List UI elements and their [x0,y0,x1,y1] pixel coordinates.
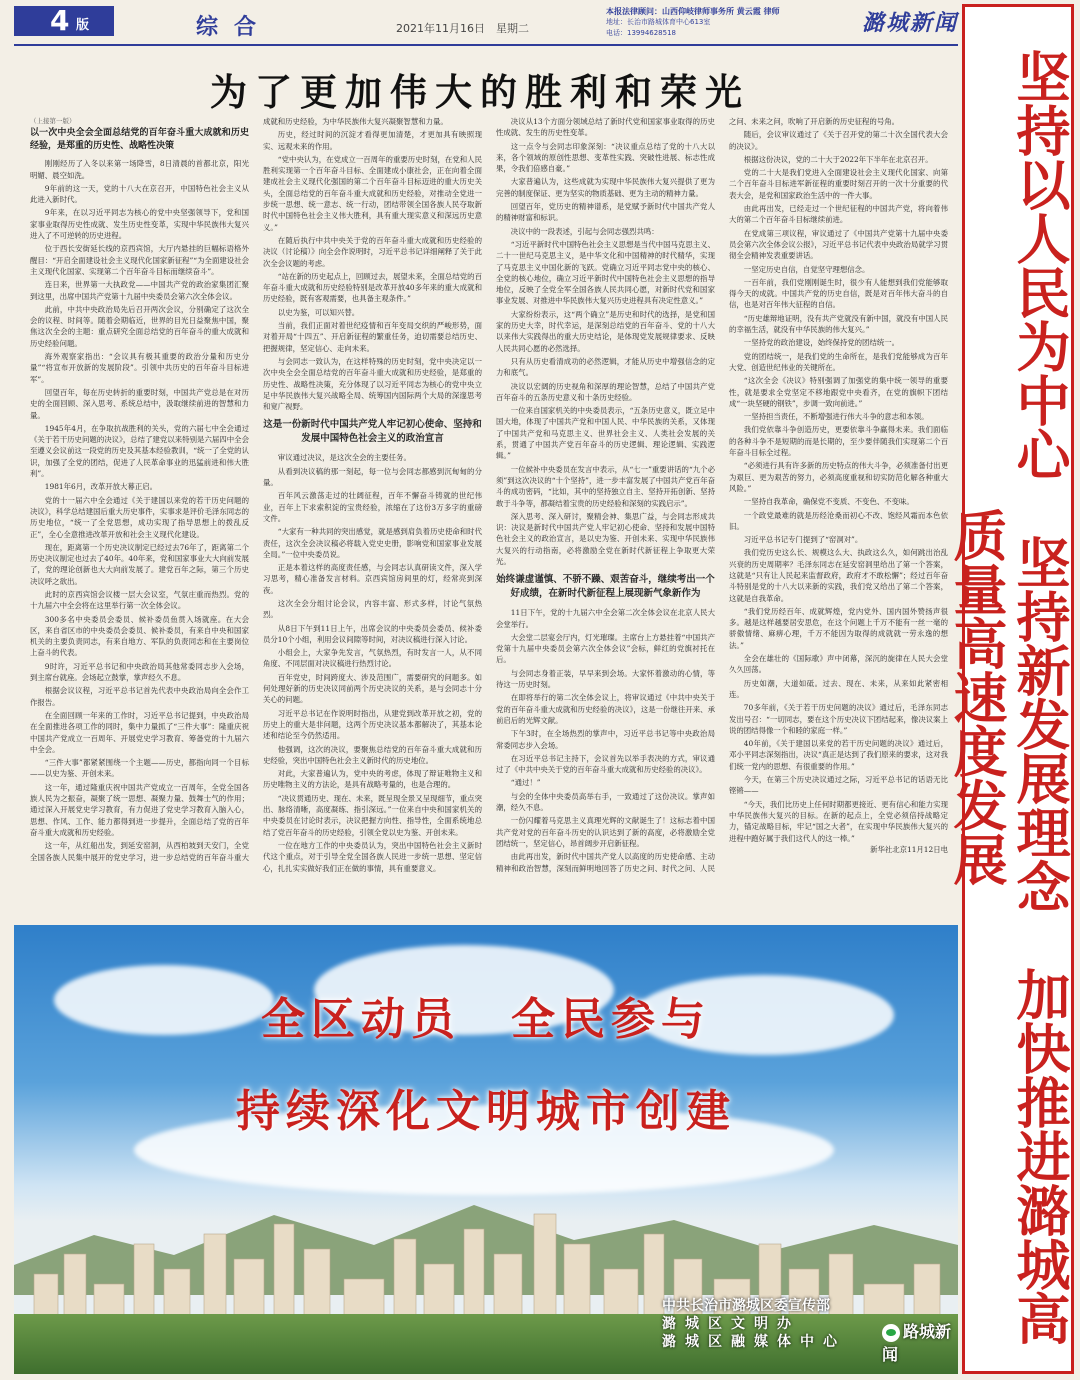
page-number-badge [14,6,114,36]
article-paragraph: 全会在雄壮的《国际歌》声中闭幕，深沉的旋律在人民大会堂久久回荡。 [729,654,948,675]
article-paragraph: 1981年6月，改革开放大幕正启。 [44,482,157,492]
vertical-slogan: 坚持以人民为中心 坚持新发展理念 加快推进潞城高质量高速度发展 [945,49,1071,1345]
article-paragraph: 他强调，这次的决议，要聚焦总结党的百年奋斗重大成就和历史经验，突出中国特色社会主义新时代的历史地位。 [263,744,482,765]
article-paragraph: “必须进行具有许多新的历史特点的伟大斗争，必须准备付出更为艰巨、更为艰苦的努力，必须高度重视和切实防范化解各种重大风险。” [729,461,948,493]
article-paragraph: 百年党史，时间跨度大、涉及范围广，需要研究的问题多。如何处理好新的历史决议同前两个历史决议的关系，是与会同志十分关心的问题。 [263,672,482,705]
article-paragraph: 由此再出发，已经走过一个世纪征程的中国共产党，将向着伟大的第二个百年奋斗目标继续前进。 [729,204,948,225]
page-suffix: 版 [76,18,90,33]
article-paragraph: 随后，会议审议通过了《关于召开党的第二十次全国代表大会的决议》。 [729,130,948,151]
article-paragraph: “通过！” [510,778,541,788]
article-paragraph: 连日来，世界第一大执政党——中国共产党的政治家集团汇聚到这里，出席中国共产党第十九届中央委员会第六次全体会议。 [30,280,249,301]
article-paragraph: 历史，经过时间的沉淀才看得更加清楚，才更加具有映照现实、远观未来的作用。 [263,130,482,151]
article-paragraph: 一位候补中央委员在发言中表示，从“七一”重要讲话的“九个必须”到这次决议的“十个坚持”，进一步丰富发展了中国共产党百年奋斗的成功密码，“比如，其中的坚持独立自主、坚持开拓创新、坚持敢于斗争等，都凝结着宝贵的历史经验和深刻的实践启示”。 [496,464,715,508]
article-paragraph: 历史如潮，大道如砥。过去、现在、未来，从来如此紧密相连。 [729,678,948,699]
header-divider [14,44,958,46]
article-paragraph: 当前，我们正面对着世纪疫情和百年变局交织的严峻形势，面对着开局“十四五”、开启新征程的繁重任务，迫切需要总结历史、把握规律，坚定信心、走向未来。 [263,321,482,353]
article-paragraph: “大家有一种共同的突出感觉，就是感到肩负着历史使命和时代责任，这次全会决议稿必将载入党史史册，影响党和国家事业发展全局。”一位中央委员说。 [263,527,482,559]
article-paragraph: 在党成第三项议程，审议通过了《中国共产党第十九届中央委员会第六次全体会议公报》，习近平总书记代表中央政治局就学习贯彻全会精神发表重要讲话。 [729,228,948,261]
article-paragraph: 一坚持担当责任，不断增强进行伟大斗争的意志和本领。 [743,412,929,422]
article-paragraph: 一个政党最难的就是历经沧桑而初心不改、饱经风霜而本色依旧。 [729,510,948,531]
article-paragraph: 70多年前，《关于若干历史问题的决议》通过后，毛泽东同志发出号召：“一切同志，要在这个历史决议下团结起来，像决议案上说的团结得像一个和睦的家庭一样。” [729,703,948,735]
sponsor-propaganda-dept: 中共长治市潞城区委宣传部 [662,1298,830,1314]
article-paragraph: 在随后执行中共中央关于党的百年奋斗重大成就和历史经验的决议（讨论稿）》向全会作说明时，习近平总书记详细阐释了关于此次全会议题的考虑。 [263,235,482,268]
article-paragraph: 决议以宏阔的历史视角和深厚的理论智慧，总结了中国共产党百年奋斗的五条历史意义和十条历史经验。 [496,381,715,402]
article-paragraph: 9年来，在以习近平同志为核心的党中央坚强领导下，党和国家事业取得历史性成就、发生历史性变革，实现中华民族伟大复兴进入了不可逆转的历史进程。 [30,208,249,241]
article-paragraph: 党的团结统一，是我们党的生命所在，是我们党能够成为百年大党、创造世纪伟业的关键所在。 [729,351,948,372]
article-subhead-2: 始终谦虚谨慎、不骄不躁、艰苦奋斗，继续考出一个好成绩，在新时代新征程上展现新气象新作为 [496,574,715,600]
article-paragraph: 决议中的一段表述，引起与会同志强烈共鸣： [510,226,659,236]
sponsor-media-center: 潞城区融媒体中心 [662,1334,846,1350]
article-byline: 新华社北京11月12日电 [870,844,948,854]
article-headline: 为了更加伟大的胜利和荣光 [210,71,750,114]
article-body [30,116,948,916]
article-paragraph: 此前，中共中央政治局先后召开两次会议，分别确定了这次全会的议程、时间等。随着会期临近，世界的目光日益聚焦中国，聚焦这次全会的主题：重点研究全面总结党的百年奋斗的重大成就和历史经验问题。 [30,304,249,348]
sponsor-civilization-office: 潞城区文明办 [662,1316,800,1332]
article-paragraph: 我们党历史这么长、规模这么大、执政这么久，如何跳出治乱兴衰的历史周期率？毛泽东同志在延安窑洞里给出了第一个答案，这就是“只有让人民起来监督政府，政府才不敢松懈”；经过百年奋斗特别是党的十八大以来新的实践，我们党又给出了第二个答案，这就是自我革命。 [729,548,948,603]
article-paragraph: 从看到决议稿的那一刻起，每一位与会同志都感到沉甸甸的分量。 [263,466,482,488]
article-paragraph: 一份闪耀着马克思主义真理光辉的文献诞生了！这标志着中国共产党对党的百年奋斗历史的认识达到了新的高度，必将激励全党团结统一，坚定信心，昂首阔步开启新征程。 [496,816,715,848]
ad-slogan-line-2: 持续深化文明城市创建 [236,1086,736,1137]
article-paragraph: 小组会上，大家争先发言，气氛热烈，有时发言一人，从不同角度、不同层面对决议稿进行热烈讨论。 [263,648,482,669]
article-paragraph: “历史雄辩地证明，没有共产党就没有新中国，就没有中国人民的幸福生活，就没有中华民族的伟大复兴。” [729,313,948,335]
section-title: 综合 [196,14,273,40]
article-paragraph: 下午3时，在全场热烈的掌声中，习近平总书记等中央政治局常委同志步入会场。 [496,729,715,750]
article-paragraph: 大家普遍认为，这些成就为实现中华民族伟大复兴提供了更为完善的制度保证、更为坚实的物质基础、更为主动的精神力量。 [496,177,715,198]
legal-advisor-address: 地址：长治市路城体育中心613室 [606,18,711,26]
article-paragraph: “三件大事”都紧紧围绕一个主题——历史，都指向同一个目标——以史为鉴、开创未来。 [30,758,249,779]
article-paragraph: 40年前，《关于建国以来党的若干历史问题的决议》通过后，邓小平同志深刻指出，决议“真正是达到了我们原来的要求，这对我们统一党内的思想、有很重要的作用。” [729,739,948,771]
article-paragraph: 我们党依靠斗争创造历史，更要依靠斗争赢得未来。我们面临的各种斗争不是短期的而是长期的，至少要伴随我们实现第二个百年奋斗目标全过程。 [729,425,948,458]
article-paragraph: 习近平总书记在作说明时指出，从建党到改革开放之初，党的历史上的重大是非问题，这两个历史决议基本都解决了，其基本论述和结论至今仍然适用。 [263,708,482,741]
article-paragraph: 一坚定历史自信，自觉坚守理想信念。 [743,264,870,274]
article-paragraph: 一坚持自我革命，确保党不变质、不变色、不变味。 [743,497,914,507]
article-paragraph: 300多名中央委员会委员、候补委员鱼贯入场就座。在大会区，来自省区市的中央委员会委员、候补委员，有来自中央和国家机关的主要负责同志，有来自地方、军队的负责同志和在主要岗位上奋斗的代表。 [30,614,249,658]
continued-note: （上接第一版） [30,117,76,125]
article-paragraph: 一位来自国家机关的中央委员表示，“五条历史意义，既立足中国大地，体现了中国共产党和中国人民、中华民族的关系，又体现了中国共产党和马克思主义、世界社会主义、人类社会发展的关系，贯通了中国共产党百年奋斗的历史逻辑、理论逻辑、实践逻辑。” [496,406,715,461]
ad-slogan-line-1: 全区动员 全民参与 [261,994,711,1045]
article-paragraph: 1945年4月，在争取抗战胜利的关头，党的六届七中全会通过《关于若干历史问题的决议》，总结了建党以来特别是六届四中全会至遵义会议前这一段党的历史及其基本经验教训，“统一了全党的认识，加强了全党的团结，促进了人民革命事业的迅猛前进和伟大胜利”。 [30,423,249,479]
article-paragraph: 刚刚经历了入冬以来第一场降雪，8日清晨的首都北京，阳光明媚、晨空如洗。 [30,159,249,180]
article-paragraph: “党中央认为，在党成立一百周年的重要历史时刻，在党和人民胜利实现第一个百年奋斗目标、全面建成小康社会，正在向着全面建成社会主义现代化强国的第二个百年奋斗目标迈进的重大历史关头，全面总结党的百年奋斗重大成就和历史经验，对推动全党进一步统一思想、统一意志、统一行动，团结带领全国各族人民夺取新时代中国特色社会主义伟大胜利，具有重大现实意义和深远历史意义。” [263,154,482,232]
article-paragraph: 百年风云激荡走过的壮阔征程，百年不懈奋斗铸就的世纪伟业，百年上下求索积淀的宝贵经验，浓缩在了这份3万多字的重磅文件。 [263,491,482,523]
article-paragraph: 此时的京西宾馆会议楼一层大会议室，气氛庄重而热烈。党的十九届六中全会将在这里举行第一次全体会议。 [30,589,249,611]
article-paragraph: 9时许，习近平总书记和中央政治局其他常委同志步入会场，到主席台就座。会场起立鼓掌，掌声经久不息。 [30,661,249,683]
article-paragraph: 对此，大家普遍认为，党中央的考虑，体现了辩证唯物主义和历史唯物主义的方法论，是具有战略考量的，也是合理的。 [263,769,482,790]
article-paragraph: 这一年，从红船出发，到延安窑洞，从西柏坡到天安门，全党全国各族人民集中展开的党史学习，进一步总结党的百年奋斗重大成就和历史经验，为中华民族伟大复兴凝聚智慧和力量。 [30,117,448,862]
article-subhead: 这是一份新时代中国共产党人牢记初心使命、坚持和发展中国特色社会主义的政治宣言 [263,419,482,445]
newspaper-name: 潞城新闻 [861,10,958,36]
article-paragraph: 以史为鉴，可以知兴替。 [277,307,360,317]
issue-date: 2021年11月16日 星期二 [396,22,529,35]
article-paragraph: 海外观察家指出：“会议具有极其重要的政治分量和历史分量”“将宣布开放新的发展阶段”。引领中共历史的百年奋斗目标进军”。 [30,352,249,384]
article-paragraph: 这次全会分组讨论会议，内容丰富、形式多样，讨论气氛热烈。 [263,598,482,620]
article-paragraph: 审议通过决议，是这次全会的主要任务。 [277,453,411,463]
article-paragraph: 一百年前，我们党刚刚诞生时，很少有人能想到我们党能够取得今天的成就。中国共产党的历史自信，既是对百年伟大奋斗的自信，也是对百年伟大征程的自信。 [729,277,948,310]
article-lead: 以一次中央全会全面总结党的百年奋斗重大成就和历史经验，是郑重的历史性、战略性决策 [30,128,249,152]
article-paragraph: “习近平新时代中国特色社会主义思想是当代中国马克思主义、二十一世纪马克思主义，是中华文化和中国精神的时代精华，实现了马克思主义中国化新的飞跃。党确立习近平同志党中央的核心、全党的核心地位，确立习近平新时代中国特色社会主义思想的指导地位，反映了全党全军全国各族人民共同心愿，对新时代党和国家事业发展、对推进中华民族伟大复兴历史进程具有决定性意义。” [496,239,715,306]
legal-advisor-box [606,6,816,42]
article-paragraph: 今天，在第三个历史决议通过之际，习近平总书记的话语无比铿锵—— [729,775,948,796]
article-paragraph: 决议从13个方面分领域总结了新时代党和国家事业取得的历史性成就、发生的历史性变革。 [496,117,715,138]
article-paragraph: 大会堂二层宴会厅内，灯光璀璨。主席台上方悬挂着“中国共产党第十九届中央委员会第六次全体会议”会标，鲜红的党旗衬托在后。 [496,632,715,665]
legal-advisor-phone: 电话：13994628518 [606,29,676,37]
page-number: 4 [50,4,70,37]
article-paragraph: “站在新的历史起点上，回顾过去，展望未来，全面总结党的百年奋斗重大成就和历史经验特别是改革开放40多年来的重大成就和历史经验，既有客观需要，也具备主观条件。” [263,271,482,304]
article-paragraph: 根据这份决议，党的二十大于2022年下半年在北京召开。 [743,154,933,164]
article-paragraph: 一坚持党的政治建设，始终保持党的团结统一。 [743,338,900,348]
article-paragraph: 在即将举行的第二次全体会议上，将审议通过《中共中央关于党的百年奋斗重大成就和历史经验的决议》，这是一份继往开来、承前启后的光辉文献。 [496,693,715,725]
article-paragraph: 回望百年，每在历史转折的重要时刻，中国共产党总是在对历史的全面回顾、深入思考、系统总结中，汲取继续前进的智慧和力量。 [30,387,249,420]
article-paragraph: 现在，距离第一个历史决议制定已经过去76年了，距离第二个历史决议制定也过去了40年。40年来，党和国家事业大大向前发展了，党的理论创新也大大向前发展了。建党百年之际，第三个历史决议呼之欲出。 [30,542,249,586]
article-paragraph: 9年前的这一天，党的十八大在京召开，中国特色社会主义从此进入新时代。 [30,183,249,205]
article-paragraph: 正是本着这样的高度责任感，与会同志认真研读文件，深入学习思考，精心准备发言材料。京西宾馆房间里的灯，经常亮到深夜。 [263,563,482,595]
article-paragraph: 大家纷纷表示，这“两个确立”是历史和时代的选择，是党和国家的历史大幸，时代幸运，是深刻总结党的百年奋斗、党的十八大以来伟大实践得出的重大历史结论，是体现党发展规律要求、反映人民共同心愿的必然选择。 [496,309,715,353]
wechat-watermark [882,1319,958,1365]
article-paragraph: 党的二十大是我们党进入全面建设社会主义现代化国家、向第二个百年奋斗目标进军新征程的重要时刻召开的一次十分重要的代表大会，是党和国家政治生活中的一件大事。 [729,168,948,200]
article-paragraph: 11日下午，党的十九届六中全会第二次全体会议在北京人民大会堂举行。 [496,608,715,629]
article-paragraph: 回望百年，党历史的精神谱系，是党赋予新时代中国共产党人的精神财富和标识。 [496,202,715,223]
article-paragraph: 习近平总书记专门提到了“窑洞对”。 [743,535,863,545]
article-paragraph: 只有从历史看清成功的必然逻辑，才能从历史中增强信念的定力和底气。 [496,356,715,378]
article-paragraph: 在全面回顾一年来的工作时，习近平总书记提到，中央政治局在全面推进各项工作的同时，集中力量抓了“三件大事”：隆重庆祝中国共产党成立一百周年、开展党史学习教育、筹备党的十九届六中全会。 [30,710,249,754]
article-paragraph: 一位在地方工作的中央委员认为，突出中国特色社会主义新时代这个重点，对于引导全党全国各族人民进一步统一思想、坚定信心，扎扎实实做好我们正在做的事情，具有重要意义。 [263,840,482,873]
article-paragraph: 这一年，通过隆重庆祝中国共产党成立一百周年，全党全国各族人民为之振奋，凝聚了统一思想、凝聚力量、鼓舞士气的作用；通过深入开展党史学习教育，有力促进了党史学习教育入脑入心，思想、作风、工作、能力都得到进一步提升，全面总结了党的百年奋斗重大成就和历史经验。 [30,782,249,837]
legal-advisor-title: 本报法律顾问：山西仰岐律师事务所 黄云霞 律师 [606,7,780,16]
civilization-ad [14,925,958,1374]
article-paragraph: 与会的全体中央委员高举右手，一致通过了这份决议。掌声如潮，经久不息。 [496,791,715,813]
ad-sponsors [662,1297,862,1351]
article-paragraph: 与会同志身着正装，早早来到会场。大家怀着激动的心情，等待这一历史时刻。 [496,668,715,690]
page-header [14,6,958,42]
article-paragraph: “这次全会《决议》特别强调了加强党的集中统一领导的重要性，就是要求全党坚定不移地跟党中央看齐，在党的旗帜下团结成“一块坚硬的钢铁”，步调一致向前进。” [729,376,948,408]
article-paragraph: 位于西长安街延长线的京西宾馆，大厅内悬挂的巨幅标语格外醒目：“开启全面建设社会主义现代化国家新征程”“为全面建设社会主义现代化国家、实现第二个百年奋斗目标而继续奋斗”。 [30,244,249,276]
watermark-text: 路城新闻 [882,1322,952,1364]
vertical-slogan-box [945,4,1074,1374]
article-paragraph: 与会同志一致认为，在这样特殊的历史时刻，党中央决定以一次中央全会全面总结党的百年奋斗重大成就和历史经验，是郑重的历史性、战略性决策，充分体现了以习近平同志为核心的党中央立足中华民族伟大复兴战略全局、统筹国内国际两个大局的深邃思考和宽广视野。 [263,356,482,412]
article-paragraph: “决议贯通历史、现在、未来，既呈现全景又呈现细节，重点突出、脉络清晰，高度凝练、指引深远。”一位来自中央和国家机关的中央委员在讨论时表示，决议把握方向性、指导性，全面系统地总结了党百年奋斗的历史经验，引领全党以史为鉴、开创未来。 [263,793,482,837]
article-paragraph: “今天，我们比历史上任何时期都更接近、更有信心和能力实现中华民族伟大复兴的目标。在新的起点上，全党必须倍持战略定力，锚定战略目标，牢记“国之大者”，在实现中华民族伟大复兴的进程中跑好属于我们这代人的这一棒。” [729,799,948,843]
article-paragraph: 从8日下午到11日上午，出席会议的中央委员会委员、候补委员分10个小组，利用会议间隙等时间，对决议稿进行深入讨论。 [263,623,482,644]
article-paragraph: 在习近平总书记主持下，会议首先以举手表决的方式，审议通过了《中共中央关于党的百年奋斗重大成就和历史经验的决议》。 [496,753,715,775]
article-paragraph: “我们党历经百年、成就辉煌，党内党外、国内国外赞扬声很多。越是这样越要居安思危，在这个问题上千万不能有一丝一毫的骄傲情绪、麻痹心理，千万不能因为取得的成就就一劳永逸的想法。” [729,606,948,650]
article-paragraph: 这一点令与会同志印象深刻：“决议重点总结了党的十八大以来，各个领域的原创性思想、变革性实践、突破性进展、标志性成果，令我们倍感自豪。” [496,141,715,174]
article-paragraph: 党的十一届六中全会通过《关于建国以来党的若干历史问题的决议》，科学总结建国后重大历史事件，实事求是评价毛泽东同志的历史地位，“统一了全党思想，成功实现了指导思想上的拨乱反正”，全心全意推进改革开放和社会主义现代化建设。 [30,495,249,539]
wechat-icon [882,1324,900,1342]
article-paragraph: 深入思考、深入研讨，聚精会神、集思广益，与会同志形成共识：决议是新时代中国共产党人牢记初心使命、坚持和发展中国特色社会主义的政治宣言，是以史为鉴、开创未来、实现中华民族伟大复兴的行动指南，必将激励全党在新时代新征程上争取更大荣光。 [496,511,715,566]
article-paragraph: 由此再出发，新时代中国共产党人以高度的历史使命感、主动精神和政治智慧，深刻而鲜明地回答了历史之问、时代之问、人民之问、未来之问，吹响了开启新的历史征程的号角。 [496,117,899,873]
article-paragraph: 根据会议议程，习近平总书记首先代表中央政治局向全会作工作报告。 [30,686,249,707]
